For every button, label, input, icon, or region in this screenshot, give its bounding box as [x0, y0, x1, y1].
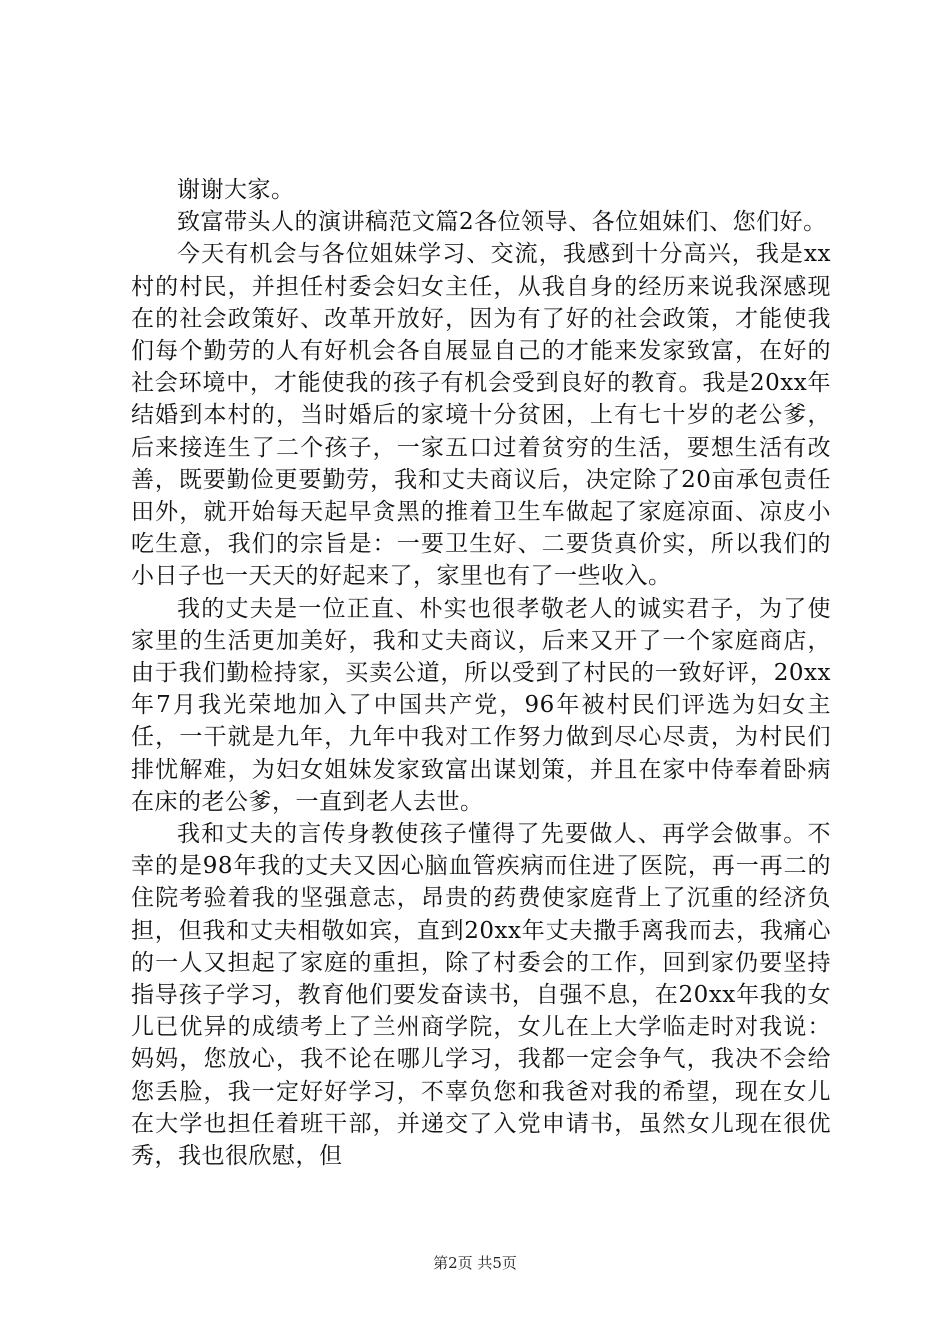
- page-footer: [0, 1253, 950, 1273]
- page-number: 第2页 共5页: [433, 1254, 517, 1272]
- paragraph-husband-store: 我的丈夫是一位正直、朴实也很孝敬老人的诚实君子，为了使家里的生活更加美好，我和丈夫商议，后来又开了一个家庭商店，由于我们勤检持家，买卖公道，所以受到了村民的一致好评，20xx年7月我光荣地加入了中国共产党，96年被村民们评选为妇女主任，一干就是九年，九年中我对工作努力做到尽心尽责，为村民们排忧解难，为妇女姐妹发家致富出谋划策，并且在家中侍奉着卧病在床的老公爹，一直到老人去世。: [131, 595, 831, 815]
- paragraph-title-greeting: 致富带头人的演讲稿范文篇2各位领导、各位姐妹们、您们好。: [177, 209, 827, 236]
- paragraph-introduction: 今天有机会与各位姐妹学习、交流，我感到十分高兴，我是xx村的村民，并担任村委会妇女主任，从我自身的经历来说我深感现在的社会政策好、改革开放好，因为有了好的社会政策，才能使我们每个勤劳的人有好机会各自展显自己的才能来发家致富，在好的社会环境中，才能使我的孩子有机会受到良好的教育。我是20xx年结婚到本村的，当时婚后的家境十分贫困，上有七十岁的老公爹，后来接连生了二个孩子，一家五口过着贫穷的生活，要想生活有改善，既要勤俭更要勤劳，我和丈夫商议后，决定除了20亩承包责任田外，就开始每天起早贪黑的推着卫生车做起了家庭凉面、凉皮小吃生意，我们的宗旨是：一要卫生好、二要货真价实，所以我们的小日子也一天天的好起来了，家里也有了一些收入。: [131, 241, 831, 590]
- paragraph-closing-thanks: 谢谢大家。: [177, 177, 295, 203]
- document-body: [131, 174, 831, 1172]
- paragraph-hardship-daughter: 我和丈夫的言传身教使孩子懂得了先要做人、再学会做事。不幸的是98年我的丈夫又因心脑血管疾病而住进了医院，再一再二的住院考验着我的坚强意志，昂贵的药费使家庭背上了沉重的经济负担，但我和丈夫相敬如宾，直到20xx年丈夫撒手离我而去，我痛心的一人又担起了家庭的重担，除了村委会的工作，回到家仍要坚持指导孩子学习，教育他们要发奋读书，自强不息，在20xx年我的女儿已优异的成绩考上了兰州商学院，女儿在上大学临走时对我说：妈妈，您放心，我不论在哪儿学习，我都一定会争气，我决不会给您丢脸，我一定好好学习，不辜负您和我爸对我的希望，现在女儿在大学也担任着班干部，并递交了入党申请书，虽然女儿现在很优秀，我也很欣慰，但: [131, 821, 831, 1170]
